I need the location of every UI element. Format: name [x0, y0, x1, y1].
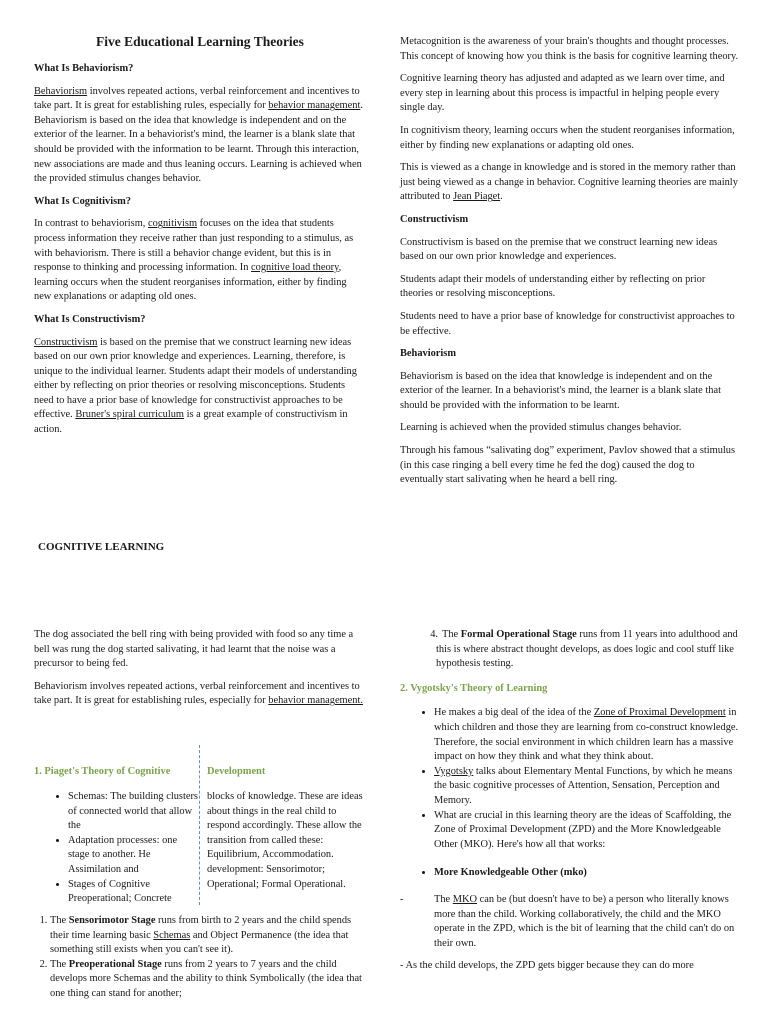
vygotsky-heading: 2. Vygotsky's Theory of Learning — [400, 682, 548, 694]
piaget-bullets-continued: blocks of knowledge. These are ideas about things in the real child to respond accordingly. These allow the transition from called these: Equilibrium, Accommodation. development: Sensorimotor; Operational; Formal Operational. — [207, 791, 363, 890]
jean-piaget-link[interactable]: Jean Piaget — [453, 191, 501, 203]
behavior-management-link-2[interactable]: behavior management. — [268, 695, 363, 707]
formal-operational-stage: 4. The Formal Operational Stage runs from 11 years into adulthood and this is where abstract thought develops, as does logic and cool stuff like hypothesis testing. — [430, 629, 738, 670]
dog-paragraph: The dog associated the bell ring with being provided with food so any time a bell was rung the dog started salivating, it had learnt that the noise was a precursor to being fed. — [34, 629, 354, 670]
mental-functions-bullet: • Vygotsky talks about Elementary Mental Functions, by which he means the basic cognitive processes of Attention, Sensation, Perception and Memory. — [434, 765, 740, 809]
cognitivism-paragraph: In contrast to behaviorism, cognitivism focuses on the idea that students process information they receive rather than just responding to a stimulus, as with behaviorism. There is still a behavior change evident, but this is in response to thinking and processing information. In cognitive load theory, learning occurs when the student reorganises information, either by finding new explanations or adapting old ones. — [34, 218, 354, 303]
cognitive-load-theory-link[interactable]: cognitive load theory — [251, 262, 339, 274]
constructivism-subheading: Constructivism — [400, 213, 469, 225]
cognitive-learning-paragraph: Cognitive learning theory has adjusted and adapted as we learn over time, and every step in learning about this process is impactful in helping people every single day. — [400, 73, 725, 114]
cognitive-learning-heading: COGNITIVE LEARNING — [38, 541, 165, 553]
vygotsky-link[interactable]: Vygotsky — [434, 765, 474, 777]
cognitivism-heading: What Is Cognitivism? — [34, 195, 131, 207]
constructivism-point-2: Students adapt their models of understanding either by reflecting on prior theories or resolving misconceptions. — [400, 273, 706, 300]
bruners-spiral-curriculum-link[interactable]: Bruner's spiral curriculum — [75, 409, 184, 421]
metacognition-paragraph: Metacognition is the awareness of your brain's thoughts and thought processes. This concept of knowing how you think is the basis for cognitive learning theory. — [400, 36, 739, 62]
behaviorism-paragraph: Behaviorism involves repeated actions, verbal reinforcement and incentives to take part. It is great for establishing rules, especially for behavior management. Behaviorism is based on the idea that knowledge is independent and on the exterior of the learner. In a behaviorist's mind, the learner is a blank slate that should be provided with the information to be learnt. Through this interaction, new associations are made and thus leaning occurs. Learning is achieved when the provided stimulus changes behavior. — [34, 85, 363, 185]
behaviorism-repeat-paragraph: Behaviorism involves repeated actions, verbal reinforcement and incentives to take part. It is great for establishing rules, especially for behavior management. — [34, 680, 363, 707]
piaget-heading: 1. Piaget's Theory of Cognitive — [34, 766, 171, 777]
constructivism-link[interactable]: Constructivism — [34, 336, 98, 348]
page1-right-column — [400, 35, 740, 496]
behaviorism-link[interactable]: Behaviorism — [34, 85, 88, 97]
preoperational-stage: 2. The Preoperational Stage runs from 2 years to 7 years and the child develops more Schemas and the ability to think Symbolically (the idea that one thing can stand for another; — [50, 958, 370, 1002]
cognitivism-link[interactable]: cognitivism — [147, 218, 198, 230]
mko-paragraph: - The MKO can be (but doesn't have to be) a person who literally knows more than the child. Working collaboratively, the child and the MKO operate in the ZPD, which is the bit of learning that the child can't do on their own. — [400, 893, 735, 949]
sensorimotor-stage: 1. The Sensorimotor Stage runs from birth to 2 years and the child spends their time learning basic Schemas and Object Permanence (the idea that something still exists when you can't see it). — [50, 914, 370, 958]
zone-of-proximal-development-link[interactable]: Zone of Proximal Development — [593, 707, 726, 719]
behaviorism-subheading: Behaviorism — [400, 348, 456, 360]
scaffolding-bullet: • What are crucial in this learning theory are the ideas of Scaffolding, the Zone of Proximal Development (ZPD) and the More Knowledgeable Other (MKO). Here's how all that works: — [434, 809, 740, 853]
page2-left-column — [34, 628, 370, 717]
cognitivism-theory-paragraph: In cognitivism theory, learning occurs when the student reorganises information, either by finding new explanations or adapting old ones. — [400, 124, 735, 151]
adaptation-bullet: • Adaptation processes: one stage to another. He Assimilation and — [68, 834, 200, 878]
behaviorism-heading: What Is Behaviorism? — [34, 63, 134, 74]
piaget-stages-list — [34, 914, 370, 1002]
zpd-bullet: • He makes a big deal of the idea of the Zone of Proximal Development in which children and those they are learning from co-construct knowledge. Therefore, the social environment in which children learn has a massive impact on how they think and what they think about. — [434, 706, 740, 764]
constructivism-heading: What Is Constructivism? — [34, 313, 146, 325]
page2-right-column — [400, 628, 740, 974]
constructivism-point-1: Constructivism is based on the premise that we construct learning new ideas based on our own prior knowledge and experiences. — [400, 236, 718, 263]
stages-bullet: • Stages of Cognitive Preoperational; Concrete — [68, 878, 200, 907]
mko-heading: • More Knowledgeable Other (mko) — [434, 866, 740, 881]
mko-link[interactable]: MKO — [452, 893, 478, 905]
page1-left-column — [34, 34, 366, 446]
schemas-link[interactable]: Schemas — [153, 929, 191, 941]
constructivism-paragraph: Constructivism is based on the premise that we construct learning new ideas based on our own prior knowledge and experiences. Learning, therefore, is unique to the individual learner. Students adapt their models of understanding either by reflecting on prior theories or resolving misconceptions. Students need to have a prior base of knowledge for constructivist approaches to be effective. Bruner's spiral curriculum is a great example of constructivism in action. — [34, 336, 357, 436]
behaviorism-point-1: Behaviorism is based on the idea that knowledge is independent and on the exterior of the learner. In a behaviorist's mind, the learner is a blank slate that should be provided with the information to be learnt. — [400, 370, 721, 411]
document-title: Five Educational Learning Theories — [96, 34, 304, 49]
behavior-management-link[interactable]: behavior management — [268, 100, 361, 112]
constructivism-point-3: Students need to have a prior base of knowledge for constructivist approaches to be effective. — [400, 310, 735, 337]
knowledge-change-paragraph: This is viewed as a change in knowledge and is stored in the memory rather than just being viewed as a change in behavior. Cognitive learning theories are mainly attributed to Jean Piaget. — [400, 162, 738, 203]
schemas-bullet: • Schemas: The building clusters of connected world that allow the — [68, 790, 200, 834]
pavlov-paragraph: Through his famous “salivating dog” experiment, Pavlov showed that a stimulus (in this case ringing a bell every time he fed the dog) caused the dog to eventually start salivating when he heard a bell ring. — [400, 445, 736, 486]
piaget-heading-continued: Development — [207, 766, 266, 777]
zpd-growth-line: - As the child develops, the ZPD gets bigger because they can do more — [400, 960, 694, 972]
piaget-bullets — [34, 790, 200, 907]
behaviorism-point-2: Learning is achieved when the provided stimulus changes behavior. — [400, 422, 682, 434]
